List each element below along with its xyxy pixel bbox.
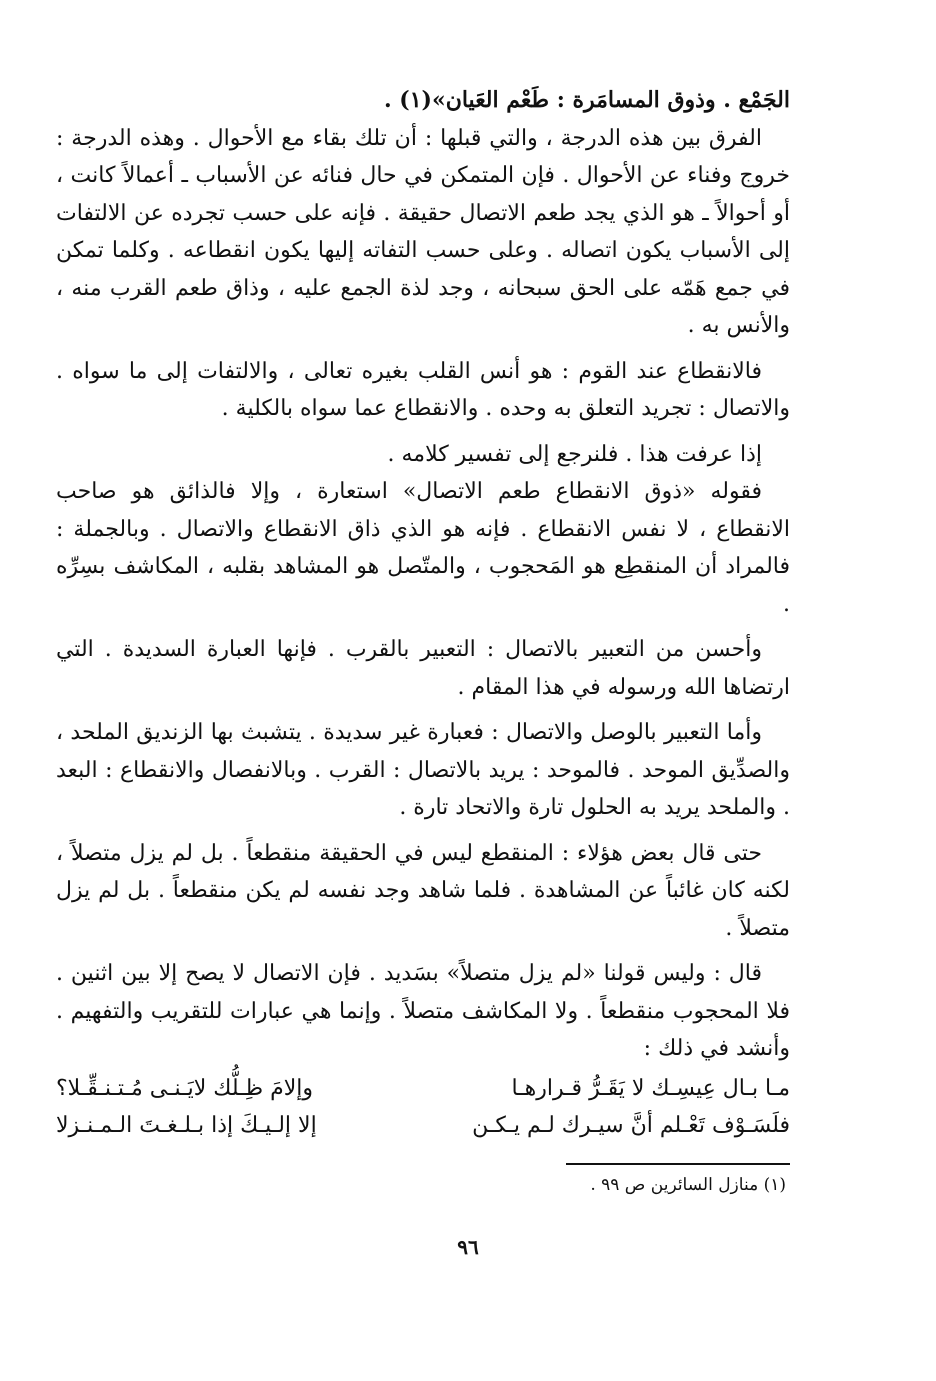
paragraph: إذا عرفت هذا . فلنرجع إلى تفسير كلامه . bbox=[387, 441, 762, 467]
paragraph-opening: الجَمْع . وذوق المسامَرة : طَعْم العَيان»(١) . bbox=[383, 87, 790, 113]
paragraph: وأحسن من التعبير بالاتصال : التعبير بالقرب . فإنها العبارة السديدة . التي ارتضاها الله ورسوله في هذا المقام . bbox=[56, 637, 790, 700]
poem-second-hemistich: إلا إلـيـكَ إذا بـلـغـتَ الـمـنـزلا bbox=[56, 1112, 317, 1138]
poem-first-hemistich: فلَسَـوْف تَعْـلم أنَّ سيـرك لـم يـكـن bbox=[472, 1112, 790, 1138]
poem-second-hemistich: وإلامَ ظِـلُّك لايَـنـى مُـتـنـقِّـلا؟ bbox=[56, 1075, 313, 1101]
poem-verse bbox=[56, 1107, 790, 1144]
page-number: ٩٦ bbox=[457, 1235, 479, 1259]
paragraph: قال : وليس قولنا «لم يزل متصلاً» بسَديد . فإن الاتصال لا يصح إلا بين اثنين . فلا المحجوب منقطعاً . ولا المكاشف متصلاً . وإنما هي عبارات للتقريب والتفهيم . وأنشد في ذلك : bbox=[56, 961, 790, 1061]
paragraph: الفرق بين هذه الدرجة ، والتي قبلها : أن تلك بقاء مع الأحوال . وهذه الدرجة : خروج وفناء عن الأحوال . فإن المتمكن في حال فنائه عن الأسباب ـ أعمالاً كانت ، أو أحوالاً ـ هو الذي يجد طعم الاتصال حقيقة . فإنه على حسب تجرده عن الالتفات إلى الأسباب يكون اتصاله . وعلى حسب التفاته إليها يكون انقطاعه . وكلما تمكن في جمع هَمّه على الحق سبحانه ، وجد لذة الجمع عليه ، وذاق طعم القرب منه ، والأنس به . bbox=[56, 125, 790, 338]
paragraph: حتى قال بعض هؤلاء : المنقطع ليس في الحقيقة منقطعاً . بل لم يزل متصلاً ، لكنه كان غائباً عن المشاهدة . فلما شاهد وجد نفسه لم يكن منقطعاً . بل لم يزل متصلاً . bbox=[56, 840, 790, 941]
paragraph: فقوله «ذوق الانقطاع طعم الاتصال» استعارة ، وإلا فالذائق هو صاحب الانقطاع ، لا نفس الانقطاع . فإنه هو الذي ذاق الانقطاع والاتصال . وبالجملة : فالمراد أن المنقطِع هو المَحجوب ، والمتّصل هو المشاهد بقلبه ، المكاشف بسِرِّه . bbox=[56, 479, 790, 617]
footnote: (١) منازل السائرين ص ٩٩ . bbox=[590, 1175, 786, 1195]
poem bbox=[56, 1070, 790, 1144]
main-text bbox=[56, 82, 790, 1144]
paragraph: وأما التعبير بالوصل والاتصال : فعبارة غير سديدة . يتشبث بها الزنديق الملحد ، والصدِّيق الموحد . فالموحد : يريد بالاتصال : القرب . وبالانفصال والانقطاع : البعد . والملحد يريد به الحلول تارة والاتحاد تارة . bbox=[56, 720, 790, 820]
footnote-divider bbox=[566, 1163, 790, 1165]
poem-first-hemistich: مـا بـال عِيسِـك لا يَقَـرُّ قـرارهـا bbox=[511, 1075, 790, 1101]
poem-verse bbox=[56, 1070, 790, 1107]
paragraph: فالانقطاع عند القوم : هو أنس القلب بغيره تعالى ، والالتفات إلى ما سواه . والاتصال : تجريد التعلق به وحده . والانقطاع عما سواه بالكلية . bbox=[56, 358, 790, 421]
